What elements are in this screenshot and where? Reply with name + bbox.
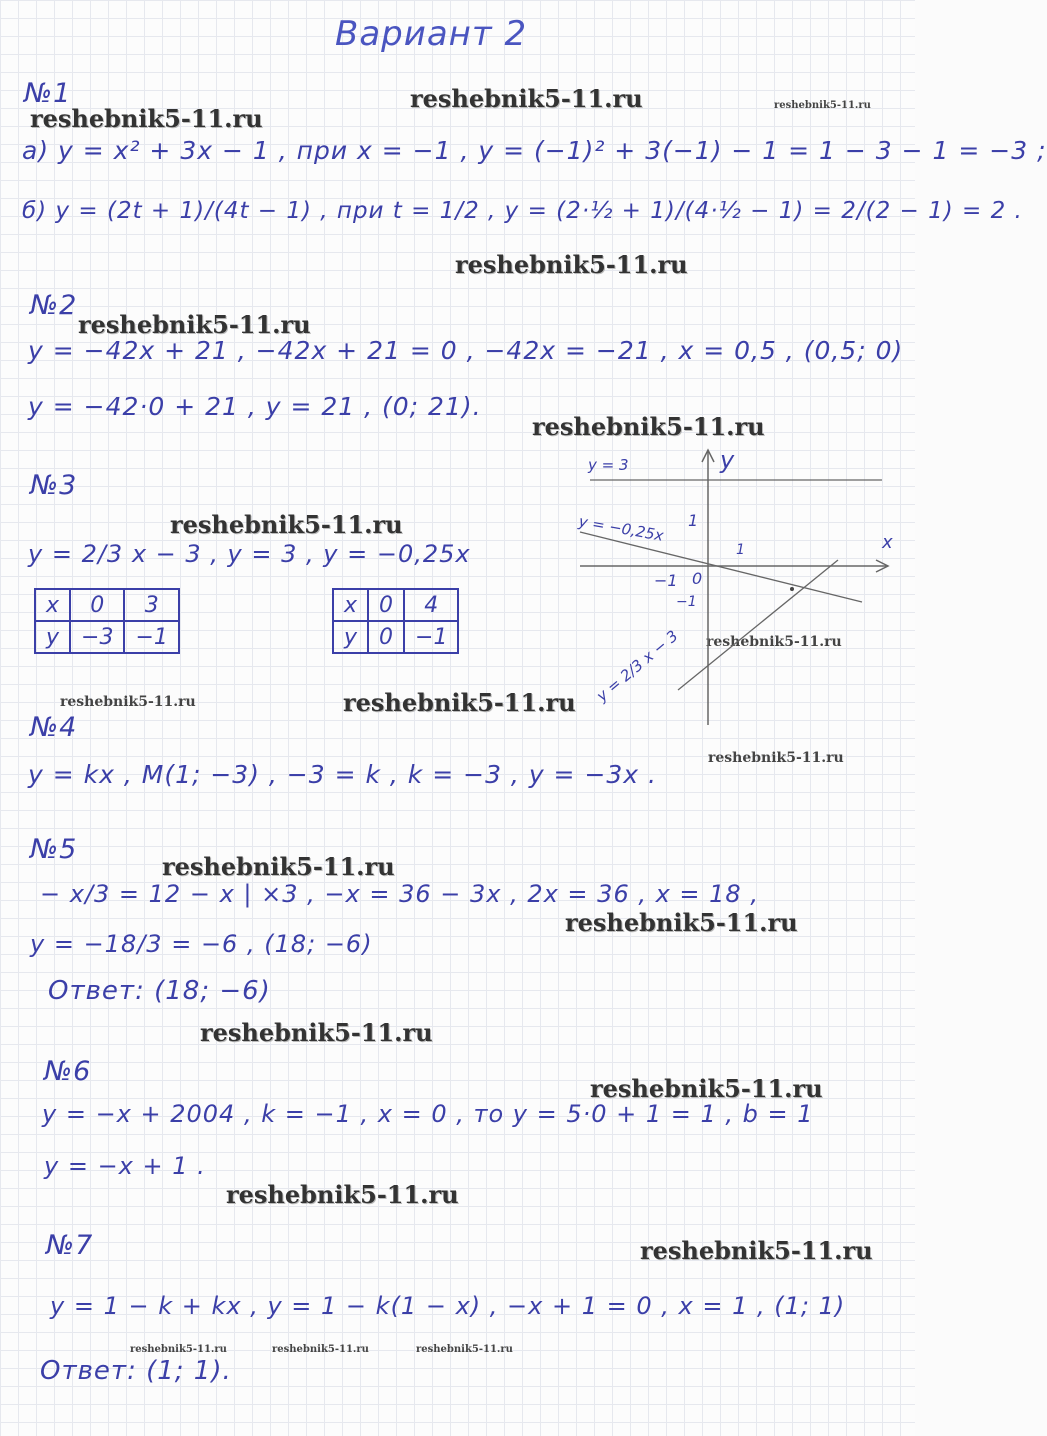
task-7-line-1: y = 1 − k + kx , y = 1 − k(1 − x) , −x + 1 = 0 , x = 1 , (1; 1): [50, 1292, 846, 1320]
table-cell: −3: [70, 621, 124, 653]
watermark: reshebnik5-11.ru: [410, 84, 643, 113]
watermark: reshebnik5-11.ru: [30, 104, 263, 133]
watermark: reshebnik5-11.ru: [200, 1018, 433, 1047]
task-2-line-2: y = −42·0 + 21 , y = 21 , (0; 21).: [28, 392, 482, 421]
watermark: reshebnik5-11.ru: [455, 250, 688, 279]
watermark: reshebnik5-11.ru: [343, 688, 576, 717]
label-line2: y = −0,25x: [577, 512, 665, 545]
watermark: reshebnik5-11.ru: [162, 852, 395, 881]
table-cell: x: [333, 589, 368, 621]
watermark: reshebnik5-11.ru: [226, 1180, 459, 1209]
value-table-2: [332, 588, 459, 654]
watermark: reshebnik5-11.ru: [774, 100, 871, 111]
watermark: reshebnik5-11.ru: [708, 750, 844, 766]
task-5-line-2: y = −18/3 = −6 , (18; −6): [30, 930, 373, 958]
task-4-line-1: y = kx , M(1; −3) , −3 = k , k = −3 , y = −3x .: [28, 760, 657, 789]
task-4-number: №4: [30, 712, 78, 743]
task-3-line-1: y = 2/3 x − 3 , y = 3 , y = −0,25x: [28, 540, 471, 568]
task-5-answer: Ответ: (18; −6): [48, 976, 271, 1006]
y-axis-label: y: [720, 446, 735, 474]
task-1-line-a: а) y = x² + 3x − 1 , при x = −1 , y = (−1)² + 3(−1) − 1 = 1 − 3 − 1 = −3 ;: [22, 136, 1047, 165]
label-line1: y = 2/3 x − 3: [593, 626, 682, 706]
page-title: Вариант 2: [335, 14, 528, 54]
watermark: reshebnik5-11.ru: [706, 634, 842, 650]
value-table-1: [34, 588, 180, 654]
tick-y-1: 1: [688, 511, 699, 530]
task-5-number: №5: [30, 834, 78, 865]
table-cell: −1: [404, 621, 458, 653]
table-cell: y: [35, 621, 70, 653]
tick-x-1: 1: [736, 542, 745, 558]
tick-x-minus-1: −1: [654, 571, 678, 590]
watermark: reshebnik5-11.ru: [640, 1236, 873, 1265]
task-6-line-2: y = −x + 1 .: [44, 1152, 206, 1180]
watermark: reshebnik5-11.ru: [590, 1074, 823, 1103]
task-2-line-1: y = −42x + 21 , −42x + 21 = 0 , −42x = −21 , x = 0,5 , (0,5; 0): [28, 336, 904, 365]
task-6-line-1: y = −x + 2004 , k = −1 , x = 0 , то y = 5·0 + 1 = 1 , b = 1: [42, 1100, 814, 1128]
label-y3: y = 3: [588, 456, 629, 474]
task-3-number: №3: [30, 470, 78, 501]
watermark: reshebnik5-11.ru: [272, 1344, 369, 1355]
watermark: reshebnik5-11.ru: [532, 412, 765, 441]
task-2-number: №2: [30, 290, 78, 321]
table-cell: 0: [368, 621, 404, 653]
watermark: reshebnik5-11.ru: [78, 310, 311, 339]
watermark: reshebnik5-11.ru: [170, 510, 403, 539]
watermark: reshebnik5-11.ru: [130, 1344, 227, 1355]
origin-label: 0: [692, 569, 703, 588]
intersection-point: [790, 587, 794, 591]
table-cell: 0: [70, 589, 124, 621]
watermark: reshebnik5-11.ru: [60, 694, 196, 710]
line-y-minus-025x: [580, 532, 862, 602]
watermark: reshebnik5-11.ru: [565, 908, 798, 937]
task-1-line-b: б) y = (2t + 1)/(4t − 1) , при t = 1/2 , y = (2·½ + 1)/(4·½ − 1) = 2/(2 − 1) = 2 .: [22, 198, 1023, 224]
task-7-number: №7: [46, 1230, 94, 1261]
watermark: reshebnik5-11.ru: [416, 1344, 513, 1355]
task-1-number: №1: [24, 78, 72, 109]
table-cell: 0: [368, 589, 404, 621]
tick-y-minus-1: −1: [676, 594, 697, 610]
task-6-number: №6: [44, 1056, 92, 1087]
table-cell: −1: [124, 621, 178, 653]
table-cell: 3: [124, 589, 178, 621]
table-cell: y: [333, 621, 368, 653]
graph-sketch: [570, 440, 900, 730]
task-7-answer: Ответ: (1; 1).: [40, 1356, 232, 1386]
task-5-line-1: − x/3 = 12 − x | ×3 , −x = 36 − 3x , 2x = 36 , x = 18 ,: [40, 880, 759, 908]
x-axis-label: x: [882, 532, 893, 553]
table-cell: 4: [404, 589, 458, 621]
table-cell: x: [35, 589, 70, 621]
